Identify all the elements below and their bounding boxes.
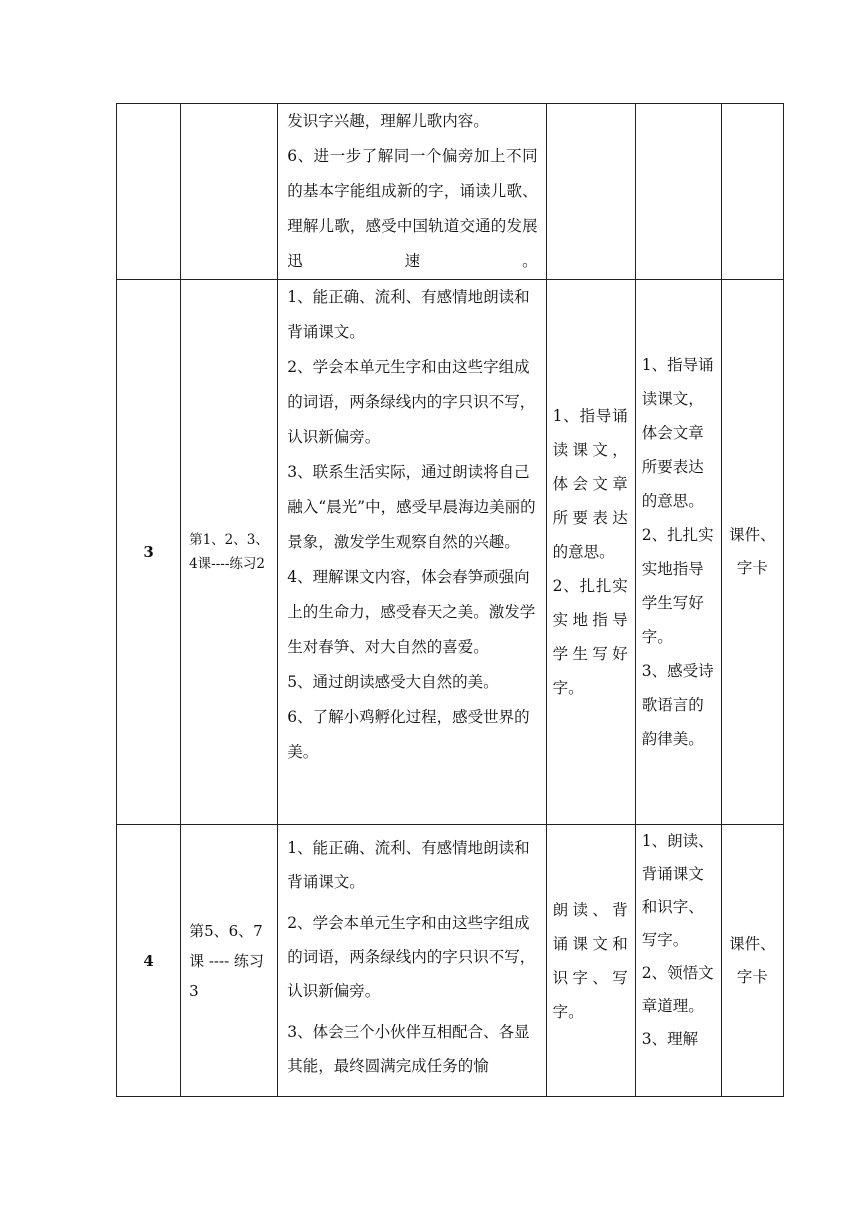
- difficulty-item: 2、领悟文章道理。: [641, 964, 714, 1015]
- difficulty-item: 3、理解: [641, 1030, 699, 1048]
- goal-item: 1、能正确、流利、有感情地朗读和背诵课文。: [287, 288, 530, 341]
- key-points-cell: [546, 825, 635, 1097]
- difficulties-cell: [635, 104, 721, 280]
- table-row: [117, 104, 784, 280]
- goal-item: 发识字兴趣，理解儿歌内容。: [287, 112, 489, 130]
- lesson-range: 第1、2、3、4课----练习2: [181, 280, 278, 825]
- goal-item: 4、理解课文内容，体会春笋顽强向上的生命力，感受春天之美。激发学生对春笋、对大自然的喜爱。: [287, 568, 536, 656]
- goal-item: 6、进一步了解同一个偏旁加上不同的基本字能组成新的字，诵读儿歌、理解儿歌，感受中国轨道交通的发展迅速。: [287, 147, 538, 270]
- lesson-cell: [181, 104, 278, 280]
- lesson-range: 第5、6、7课 ---- 练习3: [181, 825, 278, 1097]
- unit-number-cell: [117, 104, 181, 280]
- key-points-cell: [546, 104, 635, 280]
- difficulties-cell: [635, 825, 721, 1097]
- preparation-cell: [721, 104, 783, 280]
- goal-item: 6、了解小鸡孵化过程，感受世界的美。: [287, 708, 530, 761]
- table-row: [117, 280, 784, 825]
- goal-item: 2、学会本单元生字和由这些字组成的词语，两条绿线内的字只识不写，认识新偏旁。: [287, 358, 536, 446]
- difficulty-item: 3、感受诗歌语言的韵律美。: [641, 662, 714, 748]
- teaching-plan-table: [116, 103, 784, 1097]
- unit-number: 4: [117, 825, 181, 1097]
- goals-cell: [278, 280, 546, 825]
- difficulty-item: 1、朗读、背诵课文和识字、写字。: [641, 832, 714, 949]
- goals-cell: [278, 825, 546, 1097]
- goal-item: 3、联系生活实际，通过朗读将自己融入“晨光”中，感受早晨海边美丽的景象，激发学生观察自然的兴趣。: [287, 463, 536, 551]
- goal-item: 5、通过朗读感受大自然的美。: [287, 673, 499, 691]
- unit-number: 3: [117, 280, 181, 825]
- key-point-item: 1、指导诵读课文，体会文章所要表达的意思。: [552, 407, 628, 561]
- goals-cell: [278, 104, 546, 280]
- difficulty-item: 1、指导诵读课文，体会文章所要表达的意思。: [641, 356, 714, 510]
- key-point-item: 2、扎扎实实地指导学生写好字。: [552, 577, 628, 697]
- goal-item: 1、能正确、流利、有感情地朗读和背诵课文。: [287, 839, 530, 891]
- difficulty-item: 2、扎扎实实地指导学生写好字。: [641, 526, 714, 646]
- goal-item: 3、体会三个小伙伴互相配合、各显其能，最终圆满完成任务的愉: [287, 1023, 530, 1075]
- key-points-cell: [546, 280, 635, 825]
- difficulties-cell: [635, 280, 721, 825]
- preparation: 课件、字卡: [721, 825, 783, 1097]
- goal-item: 2、学会本单元生字和由这些字组成的词语，两条绿线内的字只识不写，认识新偏旁。: [287, 914, 536, 1000]
- key-point-item: 朗读、背诵课文和识字、写字。: [552, 900, 628, 1021]
- table-row: [117, 825, 784, 1097]
- preparation: 课件、字卡: [721, 280, 783, 825]
